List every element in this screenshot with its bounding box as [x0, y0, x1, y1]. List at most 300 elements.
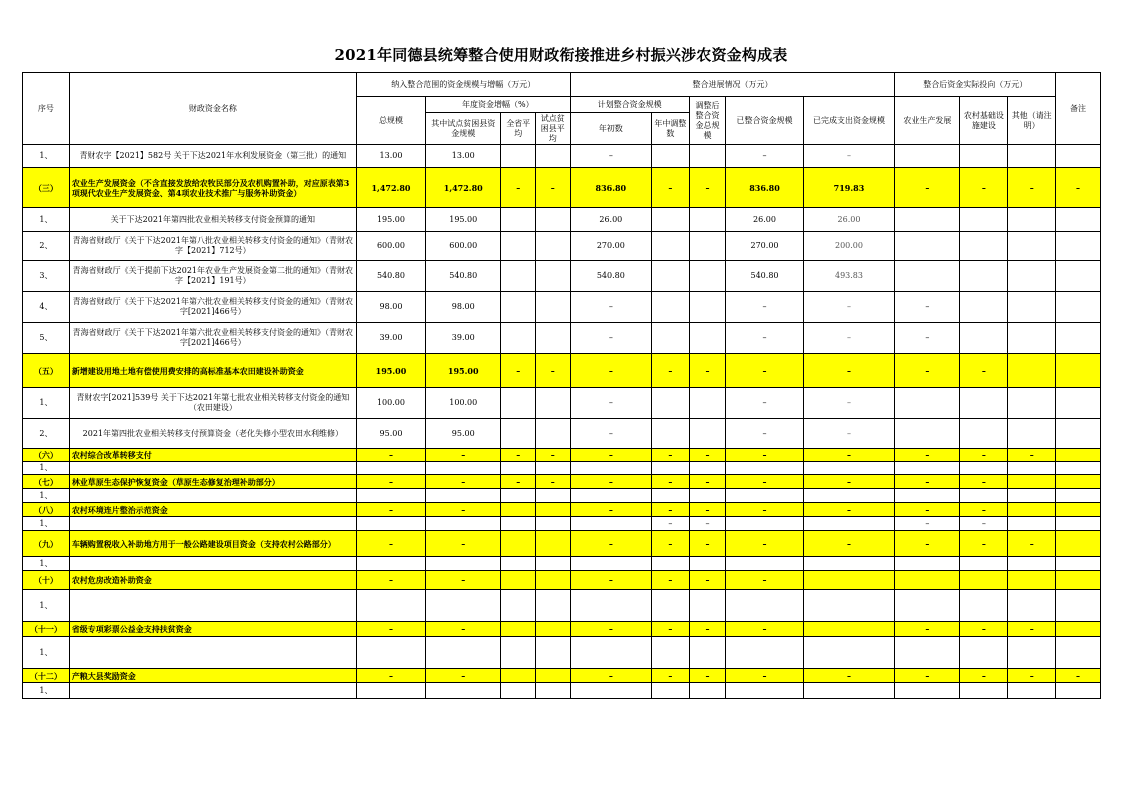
cell-seq: 5、 — [23, 323, 70, 354]
cell-prov — [501, 292, 536, 323]
cell-infra — [960, 557, 1008, 571]
cell-pavg — [536, 323, 571, 354]
cell-total: 600.00 — [356, 232, 425, 261]
cell-integ: 270.00 — [726, 232, 803, 261]
cell-remark — [1056, 232, 1101, 261]
cell-start: – — [570, 292, 651, 323]
cell-pilot — [426, 517, 501, 531]
cell-prov: – — [501, 354, 536, 388]
cell-pavg — [536, 261, 571, 292]
cell-spent: 26.00 — [803, 208, 895, 232]
cell-adj: – — [689, 517, 726, 531]
cell-pavg — [536, 571, 571, 590]
cell-total — [356, 489, 425, 503]
cell-pavg — [536, 669, 571, 683]
cell-agri — [895, 637, 960, 669]
cell-agri: – — [895, 354, 960, 388]
cell-other — [1008, 590, 1056, 622]
table-section-row — [23, 354, 1101, 388]
cell-agri — [895, 571, 960, 590]
cell-start — [570, 489, 651, 503]
cell-pilot: 98.00 — [426, 292, 501, 323]
cell-spent: 200.00 — [803, 232, 895, 261]
cell-mid — [652, 292, 690, 323]
cell-start — [570, 590, 651, 622]
cell-start: 836.80 — [570, 168, 651, 208]
cell-total — [356, 637, 425, 669]
cell-infra — [960, 388, 1008, 419]
cell-prov — [501, 208, 536, 232]
group-scope-header: 纳入整合范围的资金规模与增幅（万元） — [356, 73, 570, 97]
cell-remark — [1056, 622, 1101, 637]
cell-seq: （十） — [23, 571, 70, 590]
cell-agri — [895, 145, 960, 168]
cell-mid: – — [652, 449, 690, 462]
cell-integ: – — [726, 323, 803, 354]
cell-spent — [803, 557, 895, 571]
cell-pilot: 13.00 — [426, 145, 501, 168]
cell-prov — [501, 462, 536, 475]
cell-total: 1,472.80 — [356, 168, 425, 208]
col-total-header: 总规模 — [356, 97, 425, 145]
cell-start: – — [570, 354, 651, 388]
page-title: 2021年同德县统筹整合使用财政衔接推进乡村振兴涉农资金构成表 — [334, 46, 788, 64]
cell-pilot: 195.00 — [426, 354, 501, 388]
cell-adj: – — [689, 622, 726, 637]
cell-agri — [895, 419, 960, 449]
cell-remark — [1056, 354, 1101, 388]
col-mid-adjust-header: 年中调整数 — [652, 113, 690, 145]
cell-pilot — [426, 590, 501, 622]
col-province-avg-header: 全省平均 — [501, 113, 536, 145]
cell-spent: – — [803, 323, 895, 354]
cell-name: 2021年第四批农业相关转移支付预算资金（老化失修小型农田水利维修） — [69, 419, 356, 449]
cell-integ: 836.80 — [726, 168, 803, 208]
cell-pavg: – — [536, 449, 571, 462]
cell-total — [356, 517, 425, 531]
cell-seq: 1、 — [23, 208, 70, 232]
cell-other: – — [1008, 669, 1056, 683]
col-name-header: 财政资金名称 — [69, 73, 356, 145]
cell-start: 540.80 — [570, 261, 651, 292]
col-year-start-header: 年初数 — [570, 113, 651, 145]
cell-pilot: – — [426, 475, 501, 489]
cell-adj — [689, 232, 726, 261]
cell-remark: – — [1056, 669, 1101, 683]
cell-other — [1008, 517, 1056, 531]
cell-remark — [1056, 683, 1101, 699]
cell-other — [1008, 354, 1056, 388]
col-integrated-header: 已整合资金规模 — [726, 97, 803, 145]
cell-agri: – — [895, 517, 960, 531]
cell-pilot: 540.80 — [426, 261, 501, 292]
cell-name — [69, 462, 356, 475]
cell-spent: – — [803, 292, 895, 323]
cell-other — [1008, 292, 1056, 323]
table-row — [23, 323, 1101, 354]
cell-total — [356, 462, 425, 475]
cell-start — [570, 517, 651, 531]
cell-pavg — [536, 419, 571, 449]
cell-prov — [501, 503, 536, 517]
cell-spent: – — [803, 354, 895, 388]
cell-infra: – — [960, 503, 1008, 517]
annual-increase-header: 年度资金增幅（%） — [426, 97, 571, 113]
cell-mid: – — [652, 571, 690, 590]
cell-mid — [652, 557, 690, 571]
cell-agri: – — [895, 669, 960, 683]
cell-integ: – — [726, 475, 803, 489]
table-row — [23, 145, 1101, 168]
cell-other: – — [1008, 622, 1056, 637]
cell-pavg — [536, 637, 571, 669]
table-row — [23, 489, 1101, 503]
cell-infra — [960, 683, 1008, 699]
cell-start — [570, 637, 651, 669]
cell-adj: – — [689, 354, 726, 388]
cell-agri: – — [895, 449, 960, 462]
table-section-row — [23, 449, 1101, 462]
cell-infra: – — [960, 531, 1008, 557]
cell-integ: – — [726, 449, 803, 462]
cell-spent: – — [803, 388, 895, 419]
cell-pilot — [426, 637, 501, 669]
table-row — [23, 590, 1101, 622]
cell-pavg — [536, 145, 571, 168]
cell-other — [1008, 475, 1056, 489]
cell-pilot — [426, 683, 501, 699]
cell-integ: – — [726, 622, 803, 637]
cell-pavg: – — [536, 475, 571, 489]
cell-pavg — [536, 531, 571, 557]
cell-spent — [803, 517, 895, 531]
table-section-row — [23, 168, 1101, 208]
cell-other — [1008, 419, 1056, 449]
cell-prov — [501, 571, 536, 590]
cell-other — [1008, 557, 1056, 571]
cell-start — [570, 462, 651, 475]
cell-seq: （五） — [23, 354, 70, 388]
cell-infra — [960, 232, 1008, 261]
cell-spent: – — [803, 503, 895, 517]
cell-adj — [689, 419, 726, 449]
table-row — [23, 557, 1101, 571]
cell-spent — [803, 489, 895, 503]
cell-start: – — [570, 323, 651, 354]
cell-name: 青海省财政厅《关于下达2021年第六批农业相关转移支付资金的通知》（青财农字[2021]466号） — [69, 292, 356, 323]
cell-prov — [501, 232, 536, 261]
cell-seq: 2、 — [23, 232, 70, 261]
cell-remark — [1056, 292, 1101, 323]
table-row — [23, 419, 1101, 449]
cell-total: 100.00 — [356, 388, 425, 419]
cell-adj — [689, 292, 726, 323]
col-adjusted-header: 调整后整合资金总规模 — [689, 97, 726, 145]
cell-agri — [895, 489, 960, 503]
cell-infra — [960, 489, 1008, 503]
cell-agri: – — [895, 475, 960, 489]
cell-start: – — [570, 419, 651, 449]
cell-other: – — [1008, 168, 1056, 208]
cell-pavg — [536, 503, 571, 517]
cell-other — [1008, 683, 1056, 699]
cell-adj: – — [689, 571, 726, 590]
cell-mid: – — [652, 354, 690, 388]
cell-start: – — [570, 475, 651, 489]
cell-remark: – — [1056, 168, 1101, 208]
cell-total — [356, 590, 425, 622]
cell-mid — [652, 462, 690, 475]
cell-agri: – — [895, 168, 960, 208]
cell-adj — [689, 323, 726, 354]
table-row — [23, 292, 1101, 323]
cell-pavg — [536, 590, 571, 622]
cell-name: 农业生产发展资金（不含直接发放给农牧民部分及农机购置补助，对应原表第3项现代农业生产发展资金、第4项农业技术推广与服务补助资金） — [69, 168, 356, 208]
cell-pilot: – — [426, 503, 501, 517]
cell-other — [1008, 388, 1056, 419]
cell-prov — [501, 683, 536, 699]
group-progress-header: 整合进展情况（万元） — [570, 73, 895, 97]
cell-agri: – — [895, 531, 960, 557]
col-pilot-header: 其中试点贫困县资金规模 — [426, 113, 501, 145]
cell-adj: – — [689, 475, 726, 489]
cell-pavg — [536, 462, 571, 475]
cell-other — [1008, 637, 1056, 669]
cell-prov — [501, 517, 536, 531]
cell-other: – — [1008, 449, 1056, 462]
cell-prov — [501, 590, 536, 622]
cell-prov — [501, 637, 536, 669]
cell-infra — [960, 637, 1008, 669]
cell-adj — [689, 489, 726, 503]
cell-remark — [1056, 557, 1101, 571]
cell-integ — [726, 683, 803, 699]
cell-pilot: – — [426, 669, 501, 683]
cell-start: 26.00 — [570, 208, 651, 232]
cell-mid — [652, 489, 690, 503]
cell-integ: – — [726, 669, 803, 683]
cell-prov — [501, 622, 536, 637]
cell-integ: – — [726, 354, 803, 388]
cell-remark — [1056, 388, 1101, 419]
cell-prov — [501, 669, 536, 683]
cell-other — [1008, 261, 1056, 292]
cell-name — [69, 683, 356, 699]
cell-integ: – — [726, 571, 803, 590]
cell-name: 农村环境连片整治示范资金 — [69, 503, 356, 517]
cell-mid: – — [652, 475, 690, 489]
table-row — [23, 388, 1101, 419]
cell-seq: 1、 — [23, 388, 70, 419]
cell-infra: – — [960, 168, 1008, 208]
cell-pilot: – — [426, 531, 501, 557]
cell-total: – — [356, 669, 425, 683]
cell-pavg — [536, 622, 571, 637]
cell-seq: 1、 — [23, 462, 70, 475]
col-seq-header: 序号 — [23, 73, 70, 145]
cell-seq: 1、 — [23, 637, 70, 669]
col-remark-header: 备注 — [1056, 73, 1101, 145]
col-pilot-avg-header: 试点贫困县平均 — [536, 113, 571, 145]
cell-pilot: – — [426, 449, 501, 462]
cell-total: 195.00 — [356, 208, 425, 232]
cell-seq: 3、 — [23, 261, 70, 292]
cell-mid — [652, 419, 690, 449]
cell-pilot: – — [426, 571, 501, 590]
cell-spent: – — [803, 145, 895, 168]
cell-pilot: 600.00 — [426, 232, 501, 261]
cell-pilot: 95.00 — [426, 419, 501, 449]
cell-remark — [1056, 475, 1101, 489]
cell-infra — [960, 462, 1008, 475]
cell-pilot — [426, 489, 501, 503]
cell-prov — [501, 388, 536, 419]
cell-integ: – — [726, 388, 803, 419]
cell-seq: （十二） — [23, 669, 70, 683]
cell-seq: 4、 — [23, 292, 70, 323]
cell-pavg: – — [536, 354, 571, 388]
cell-infra — [960, 208, 1008, 232]
cell-other — [1008, 489, 1056, 503]
cell-prov — [501, 261, 536, 292]
cell-name — [69, 489, 356, 503]
cell-spent — [803, 683, 895, 699]
cell-pavg — [536, 683, 571, 699]
cell-name: 青财农字【2021】582号 关于下达2021年水利发展资金（第三批）的通知 — [69, 145, 356, 168]
cell-seq: 1、 — [23, 489, 70, 503]
cell-pilot: 100.00 — [426, 388, 501, 419]
cell-pilot — [426, 462, 501, 475]
cell-total: 39.00 — [356, 323, 425, 354]
cell-total: – — [356, 449, 425, 462]
cell-infra — [960, 571, 1008, 590]
cell-other — [1008, 323, 1056, 354]
col-infra-header: 农村基础设施建设 — [960, 97, 1008, 145]
cell-remark — [1056, 145, 1101, 168]
cell-infra: – — [960, 354, 1008, 388]
cell-agri — [895, 261, 960, 292]
cell-infra — [960, 323, 1008, 354]
cell-pilot: – — [426, 622, 501, 637]
cell-other — [1008, 571, 1056, 590]
cell-remark — [1056, 208, 1101, 232]
cell-infra: – — [960, 517, 1008, 531]
cell-total: 95.00 — [356, 419, 425, 449]
cell-integ: – — [726, 145, 803, 168]
cell-integ: – — [726, 503, 803, 517]
cell-adj — [689, 590, 726, 622]
cell-prov: – — [501, 449, 536, 462]
cell-seq: （七） — [23, 475, 70, 489]
cell-total — [356, 557, 425, 571]
cell-name: 青财农字[2021]539号 关于下达2021年第七批农业相关转移支付资金的通知（农田建设） — [69, 388, 356, 419]
cell-spent: – — [803, 531, 895, 557]
table-row — [23, 462, 1101, 475]
cell-agri: – — [895, 622, 960, 637]
cell-pavg — [536, 557, 571, 571]
cell-other — [1008, 145, 1056, 168]
table-section-row — [23, 503, 1101, 517]
cell-total: 195.00 — [356, 354, 425, 388]
cell-remark — [1056, 261, 1101, 292]
cell-adj — [689, 462, 726, 475]
cell-other — [1008, 503, 1056, 517]
cell-pavg — [536, 517, 571, 531]
cell-total: – — [356, 475, 425, 489]
cell-infra — [960, 261, 1008, 292]
table-section-row — [23, 475, 1101, 489]
cell-adj: – — [689, 531, 726, 557]
cell-adj — [689, 208, 726, 232]
cell-remark — [1056, 517, 1101, 531]
cell-spent: 719.83 — [803, 168, 895, 208]
cell-prov: – — [501, 168, 536, 208]
cell-mid — [652, 683, 690, 699]
cell-seq: （九） — [23, 531, 70, 557]
cell-remark — [1056, 449, 1101, 462]
table-section-row — [23, 622, 1101, 637]
cell-spent: 493.83 — [803, 261, 895, 292]
cell-start: – — [570, 388, 651, 419]
cell-start: – — [570, 145, 651, 168]
cell-seq: 1、 — [23, 683, 70, 699]
col-agri-header: 农业生产发展 — [895, 97, 960, 145]
cell-name — [69, 590, 356, 622]
cell-prov — [501, 489, 536, 503]
cell-prov — [501, 323, 536, 354]
cell-name — [69, 637, 356, 669]
col-spent-header: 已完成支出资金规模 — [803, 97, 895, 145]
cell-mid — [652, 232, 690, 261]
table-row — [23, 683, 1101, 699]
cell-prov: – — [501, 475, 536, 489]
cell-name: 农村危房改造补助资金 — [69, 571, 356, 590]
cell-integ: 540.80 — [726, 261, 803, 292]
cell-adj: – — [689, 503, 726, 517]
cell-start: – — [570, 531, 651, 557]
cell-agri — [895, 683, 960, 699]
cell-name: 关于下达2021年第四批农业相关转移支付资金预算的通知 — [69, 208, 356, 232]
cell-seq: 1、 — [23, 557, 70, 571]
cell-adj: – — [689, 669, 726, 683]
cell-start: 270.00 — [570, 232, 651, 261]
cell-mid: – — [652, 669, 690, 683]
cell-seq: 2、 — [23, 419, 70, 449]
cell-adj — [689, 637, 726, 669]
cell-infra: – — [960, 669, 1008, 683]
cell-start: – — [570, 571, 651, 590]
table-row — [23, 232, 1101, 261]
cell-total: – — [356, 571, 425, 590]
cell-agri — [895, 232, 960, 261]
cell-prov — [501, 145, 536, 168]
cell-remark — [1056, 489, 1101, 503]
col-other-header: 其他（请注明） — [1008, 97, 1056, 145]
cell-mid — [652, 590, 690, 622]
cell-spent — [803, 622, 895, 637]
cell-integ: – — [726, 292, 803, 323]
cell-agri — [895, 208, 960, 232]
cell-mid — [652, 261, 690, 292]
cell-adj: – — [689, 449, 726, 462]
cell-adj — [689, 261, 726, 292]
cell-start — [570, 683, 651, 699]
table-section-row — [23, 571, 1101, 590]
cell-agri: – — [895, 503, 960, 517]
cell-mid — [652, 208, 690, 232]
cell-total: 540.80 — [356, 261, 425, 292]
cell-pilot: 195.00 — [426, 208, 501, 232]
